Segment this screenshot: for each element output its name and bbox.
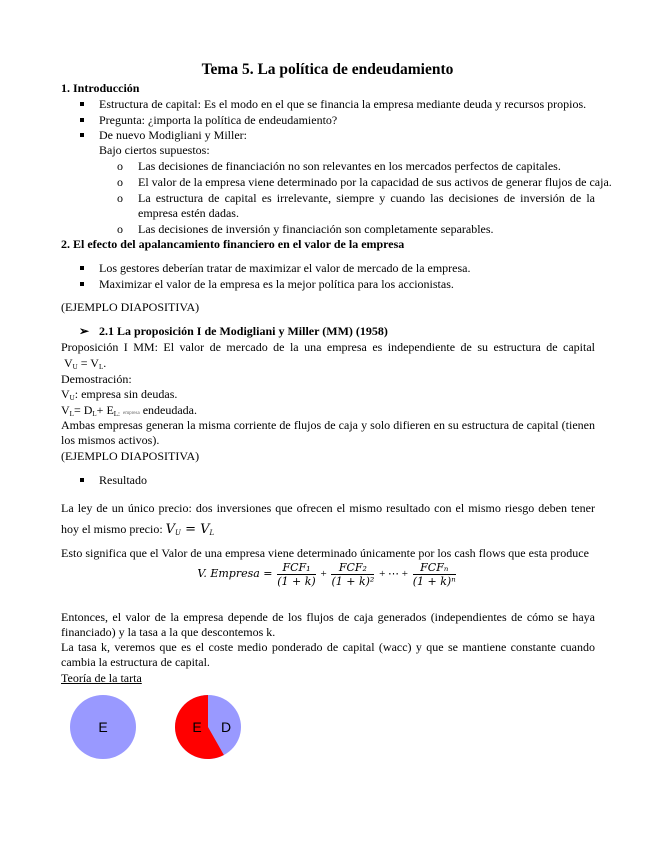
section-2-heading: 2. El efecto del apalancamiento financiero en el valor de la empresa [61, 237, 405, 251]
equation: $V_U = V_L$. [64, 356, 107, 371]
list-item: o Las decisiones de financiación no son relevantes en los mercados perfectos de capitales. [138, 159, 595, 174]
list-item: o La estructura de capital es irrelevante, siempre y cuando las decisiones de inversión de la empresa estén dadas. [138, 191, 595, 221]
equation: $V_U = V_L$ [165, 522, 215, 537]
list-item: Maximizar el valor de la empresa es la mejor política para los accionistas. [99, 277, 595, 292]
list-item: o Las decisiones de inversión y financiación son completamente separables. [138, 222, 595, 237]
paragraph: Demostración: [61, 372, 132, 386]
pie-charts [60, 690, 260, 766]
underlined-heading: Teoría de la tarta [61, 671, 142, 685]
paragraph: (EJEMPLO DIAPOSITIVA) [61, 449, 200, 463]
list-item: Resultado [99, 473, 595, 488]
subsection-heading [79, 324, 595, 339]
pie2-e-label: E [192, 719, 202, 735]
paragraph: (EJEMPLO DIAPOSITIVA) [61, 300, 200, 314]
paragraph: $V_U$: empresa sin deudas. [61, 387, 178, 402]
paragraph: $V_L= D_L+ E_{L:}$ empresa endeudada. [61, 403, 197, 418]
arrow-bullet-icon: ➢ [79, 324, 90, 338]
pie2-d-label: D [220, 719, 232, 735]
paragraph: Esto significa que el Valor de una empresa viene determinado únicamente por los cash flows que esta produce [61, 546, 589, 560]
paragraph [61, 671, 595, 686]
paragraph: Ambas empresas generan la misma corriente de flujos de caja y solo difieren en su estructura de capital (tienen los mismos activos). [61, 418, 595, 447]
formula: V. Empresa = $\frac{\text{FCF₁}}{(1 + k)}$ + $\frac{\text{FCF₂}}{\text{(1 + k)²}}$ + ⋯ + $\frac{\text{FCFₙ}}{\text{(1 + k)ⁿ}}$ [197, 561, 456, 588]
paragraph: Bajo ciertos supuestos: [99, 143, 210, 157]
list-item: o El valor de la empresa viene determinado por la capacidad de sus activos de generar flujos de caja. [138, 175, 595, 190]
list-item: Pregunta: ¿importa la política de endeudamiento? [99, 113, 595, 128]
list-item: Los gestores deberían tratar de maximizar el valor de mercado de la empresa. [99, 261, 595, 276]
paragraph: Entonces, el valor de la empresa depende de los flujos de caja generados (independientes de cómo se haya financiado) y la tasa a la que descontemos k. [61, 610, 595, 639]
paragraph: La ley de un único precio: dos inversiones que ofrecen el mismo resultado con el mismo riesgo deben tener hoy el mismo precio: $V_U = V_L$ [61, 501, 595, 537]
subsection-heading-text: 2.1 La proposición I de Modigliani y Miller (MM) (1958) [99, 324, 388, 338]
section-1-heading: 1. Introducción [61, 81, 140, 95]
paragraph: La tasa k, veremos que es el coste medio ponderado de capital (wacc) y que se mantiene constante cuando cambia la estructura de capital. [61, 640, 595, 669]
list-item: Estructura de capital: Es el modo en el que se financia la empresa mediante deuda y recursos propios. [99, 97, 595, 112]
list-item: De nuevo Modigliani y Miller: [99, 128, 595, 143]
page-title: Tema 5. La política de endeudamiento [201, 61, 454, 78]
paragraph: Proposición I MM: El valor de mercado de la una empresa es independiente de su estructura de capital [61, 340, 595, 354]
pie1-label: E [98, 719, 108, 735]
